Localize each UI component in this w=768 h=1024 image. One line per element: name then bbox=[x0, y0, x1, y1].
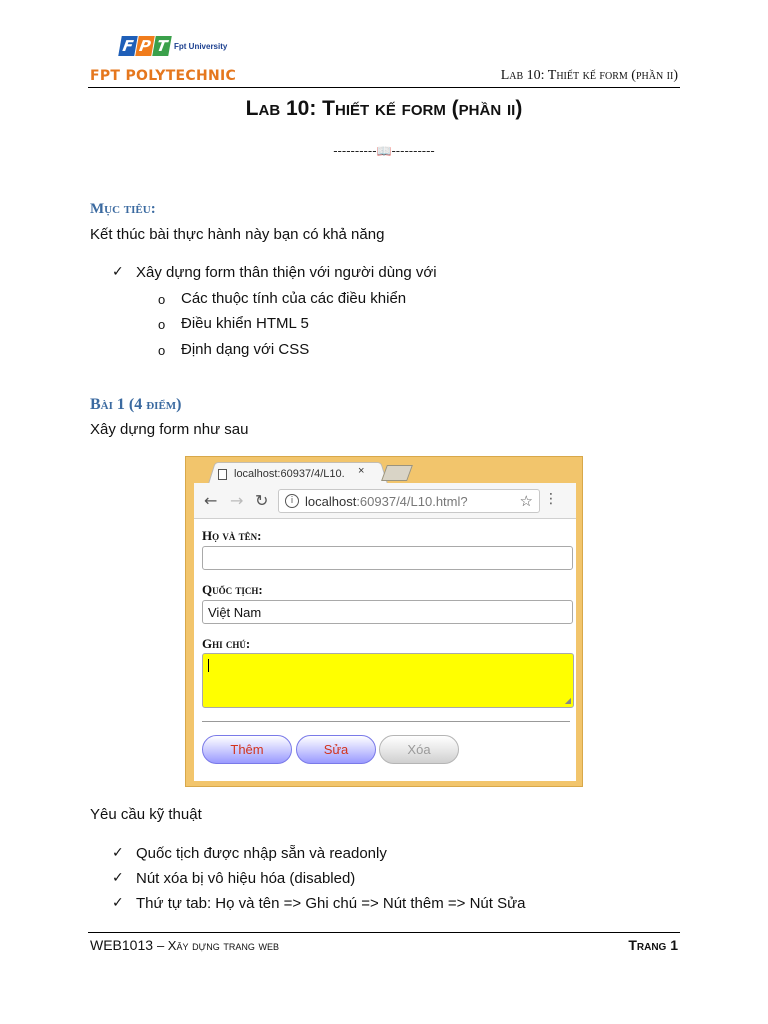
checkmark-icon: ✓ bbox=[112, 264, 124, 280]
url-host: localhost bbox=[305, 494, 357, 509]
info-icon: i bbox=[285, 494, 299, 508]
fpt-university-logo bbox=[120, 36, 240, 62]
logo-letter-f: F bbox=[118, 36, 138, 56]
page-title: Lab 10: Thiết kế form (phần ii) bbox=[245, 97, 523, 120]
logo-letter-t: T bbox=[152, 36, 172, 56]
footer-rule bbox=[88, 932, 680, 933]
nationality-label: Quốc tịch: bbox=[202, 582, 263, 597]
page-number: Trang 1 bbox=[628, 937, 678, 953]
nationality-input: Việt Nam bbox=[202, 600, 573, 624]
exercise-intro: Xây dựng form như sau bbox=[90, 421, 249, 438]
browser-toolbar bbox=[194, 483, 576, 519]
checkmark-icon: ✓ bbox=[112, 845, 124, 861]
objective-subitem: Các thuộc tính của các điều khiển bbox=[181, 290, 407, 307]
form-rule bbox=[202, 721, 570, 722]
delete-button: Xóa bbox=[379, 735, 459, 764]
tab-close-icon: × bbox=[358, 465, 365, 477]
star-icon: ☆ bbox=[519, 492, 533, 510]
add-button: Thêm bbox=[202, 735, 292, 764]
new-tab-button bbox=[381, 465, 413, 481]
objective-subitem: Điều khiển HTML 5 bbox=[181, 315, 309, 332]
header-rule bbox=[88, 87, 680, 88]
requirements-heading: Yêu cầu kỹ thuật bbox=[90, 806, 202, 823]
tab-title: localhost:60937/4/L10. bbox=[234, 468, 345, 480]
note-label: Ghi chú: bbox=[202, 636, 251, 651]
logo-letter-p: P bbox=[135, 36, 155, 56]
forward-arrow-icon: → bbox=[230, 491, 244, 510]
url-text bbox=[305, 494, 468, 509]
exercise-heading: Bài 1 (4 điểm) bbox=[90, 396, 182, 413]
objective-subitem: Định dạng với CSS bbox=[181, 341, 310, 358]
menu-dots-icon: ⋮ bbox=[544, 491, 558, 507]
objectives-intro: Kết thúc bài thực hành này bạn có khả năng bbox=[90, 226, 385, 243]
requirement-item: Nút xóa bị vô hiệu hóa (disabled) bbox=[136, 870, 356, 887]
browser-viewport bbox=[194, 519, 576, 781]
requirement-item: Quốc tịch được nhập sẵn và readonly bbox=[136, 845, 387, 862]
reload-icon: ↻ bbox=[255, 491, 269, 510]
course-name: – Xây dựng trang web bbox=[156, 938, 279, 953]
course-code: WEB1013 bbox=[90, 937, 154, 953]
edit-button: Sửa bbox=[296, 735, 376, 764]
book-divider: ----------📖---------- bbox=[333, 144, 435, 158]
requirement-item: Thứ tự tab: Họ và tên => Ghi chú => Nút thêm => Nút Sửa bbox=[136, 895, 526, 912]
name-label: Họ và tên: bbox=[202, 528, 262, 543]
brand-name: FPT POLYTECHNIC bbox=[90, 68, 237, 84]
checkmark-icon: ✓ bbox=[112, 895, 124, 911]
circle-bullet-icon: o bbox=[158, 343, 166, 358]
header-lab-title: Lab 10: Thiết kế form (phần ii) bbox=[500, 68, 678, 83]
address-bar bbox=[278, 489, 540, 513]
url-path: :60937/4/L10.html? bbox=[356, 494, 468, 509]
resize-grip-icon: ◢ bbox=[564, 696, 571, 705]
circle-bullet-icon: o bbox=[158, 317, 166, 332]
browser-screenshot bbox=[185, 456, 583, 787]
page-icon bbox=[218, 469, 227, 480]
objective-item: Xây dựng form thân thiện với người dùng với bbox=[136, 264, 437, 281]
browser-tab-content bbox=[218, 464, 345, 484]
objectives-heading: Mục tiêu: bbox=[90, 201, 156, 217]
text-caret bbox=[208, 659, 209, 672]
circle-bullet-icon: o bbox=[158, 292, 166, 307]
note-textarea bbox=[202, 653, 574, 708]
checkmark-icon: ✓ bbox=[112, 870, 124, 886]
back-arrow-icon: ← bbox=[204, 491, 218, 510]
name-input bbox=[202, 546, 573, 570]
logo-university-text: Fpt University bbox=[174, 42, 228, 51]
footer-course bbox=[90, 937, 279, 953]
